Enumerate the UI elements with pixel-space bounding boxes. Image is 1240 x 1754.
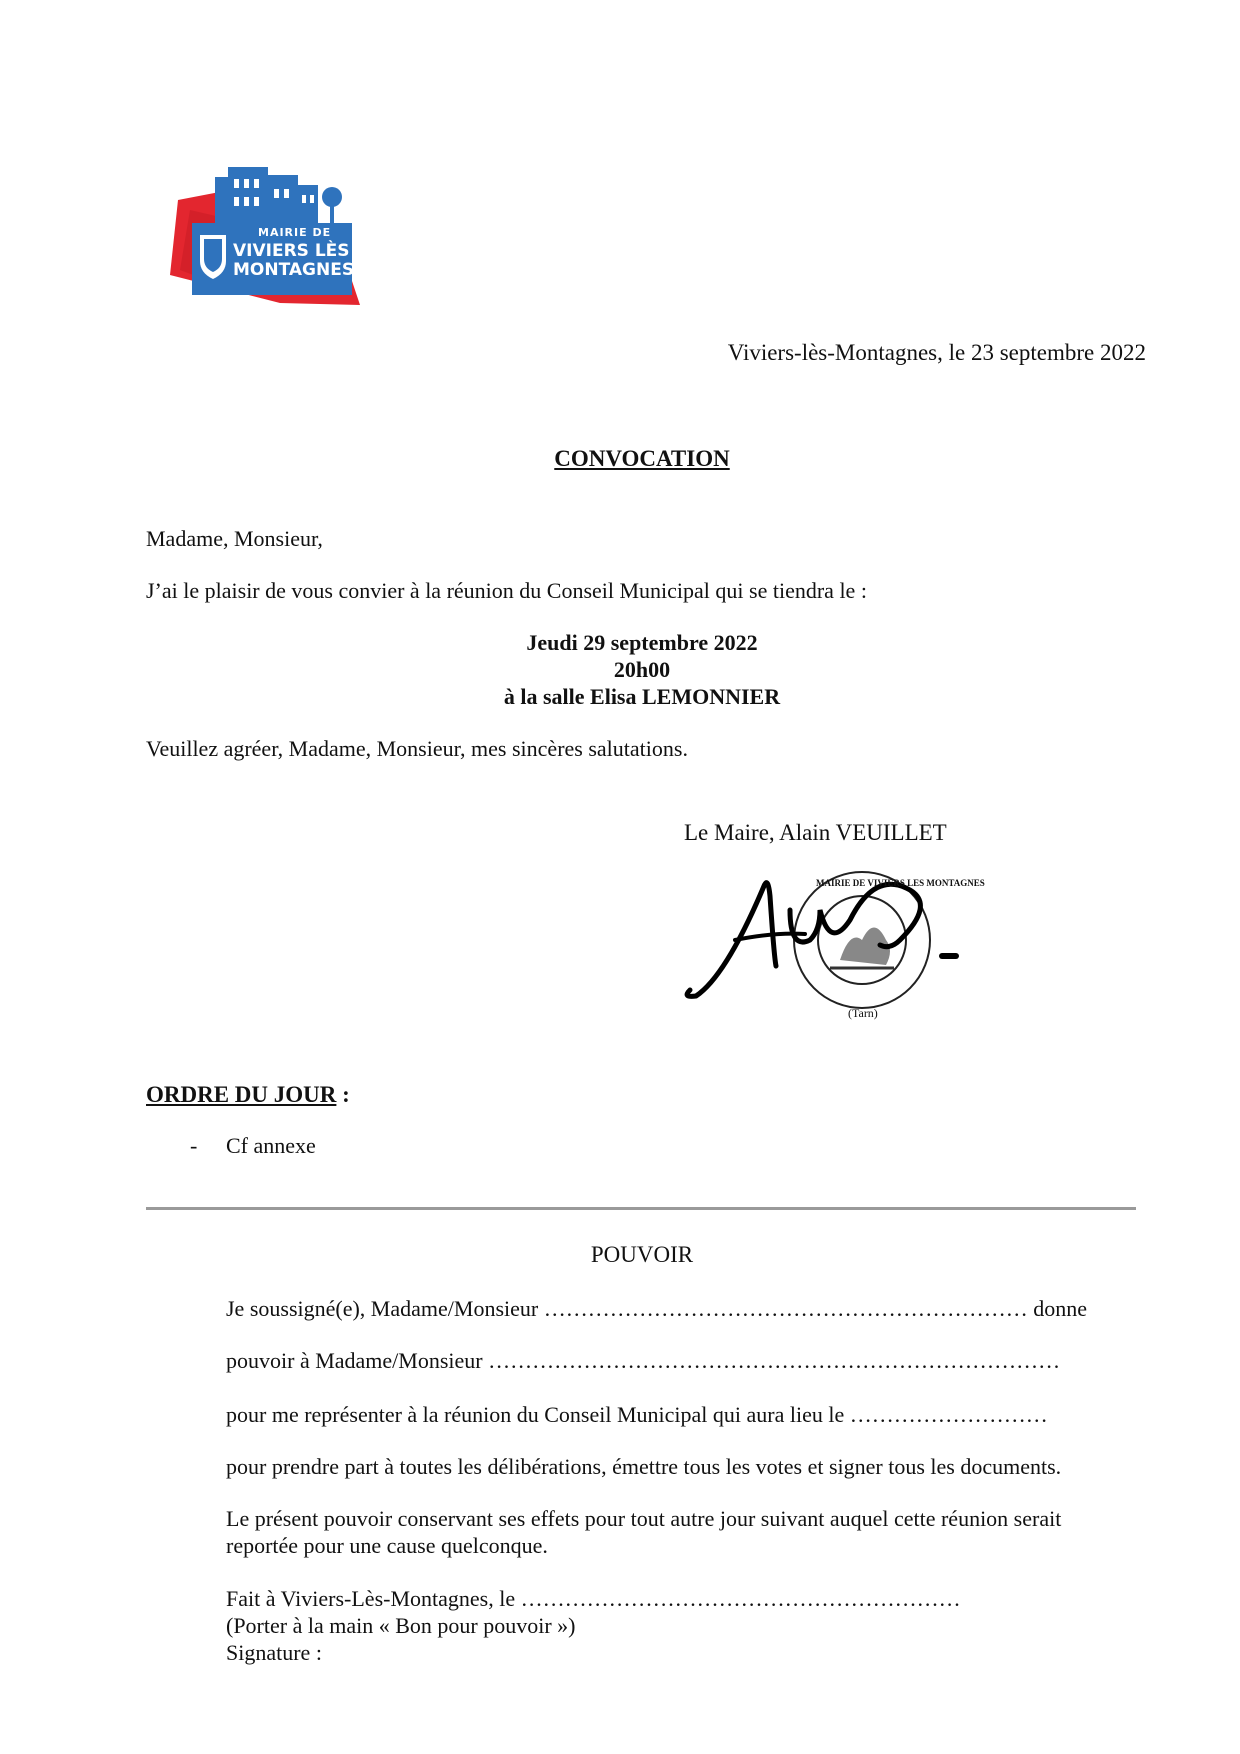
logo-text-montagnes: MONTAGNES bbox=[233, 260, 355, 280]
list-item-label: Cf annexe bbox=[226, 1133, 316, 1158]
pouvoir-line-5a: Le présent pouvoir conservant ses effets pour tout autre jour suivant auquel cette réunion serait bbox=[226, 1506, 1062, 1531]
pouvoir-line-5b: reportée pour une cause quelconque. bbox=[226, 1533, 548, 1558]
agenda-heading bbox=[146, 1082, 350, 1108]
signatory-name: Le Maire, Alain VEUILLET bbox=[684, 820, 947, 845]
intro-paragraph: J’ai le plaisir de vous convier à la réunion du Conseil Municipal qui se tiendra le : bbox=[146, 578, 867, 603]
agenda-heading-text: ORDRE DU JOUR bbox=[146, 1082, 337, 1107]
pouvoir-signature-label: Signature : bbox=[226, 1640, 322, 1665]
pouvoir-line-4: pour prendre part à toutes les délibérations, émettre tous les votes et signer tous les documents. bbox=[226, 1454, 1062, 1479]
pouvoir-line-3: pour me représenter à la réunion du Conseil Municipal qui aura lieu le ……………………… bbox=[226, 1402, 1048, 1427]
seal-ring-text: MAIRIE DE VIVIERS LES MONTAGNES bbox=[816, 878, 985, 888]
agenda-heading-suffix: : bbox=[336, 1082, 350, 1107]
pouvoir-title: POUVOIR bbox=[590, 1242, 694, 1267]
list-item bbox=[190, 1133, 316, 1159]
logo-text-viviers: VIVIERS LÈS bbox=[233, 241, 350, 261]
list-dash: - bbox=[190, 1133, 198, 1158]
meeting-time: 20h00 bbox=[613, 657, 671, 682]
meeting-place: à la salle Elisa LEMONNIER bbox=[503, 684, 781, 709]
seal-bottom-text: (Tarn) bbox=[848, 1006, 878, 1020]
mairie-logo bbox=[160, 165, 370, 315]
pouvoir-line-2: pouvoir à Madame/Monsieur …………………………………………………………………… bbox=[226, 1348, 1061, 1373]
logo-text-mairie: MAIRIE DE bbox=[258, 226, 332, 239]
salutation: Madame, Monsieur, bbox=[146, 526, 323, 551]
pouvoir-line-1: Je soussigné(e), Madame/Monsieur ………………………………………………………… donne bbox=[226, 1296, 1087, 1321]
pouvoir-line-6: Fait à Viviers-Lès-Montagnes, le …………………………………………………… bbox=[226, 1586, 961, 1611]
document-title: CONVOCATION bbox=[554, 446, 730, 471]
closing-paragraph: Veuillez agréer, Madame, Monsieur, mes sincères salutations. bbox=[146, 736, 688, 761]
meeting-day: Jeudi 29 septembre 2022 bbox=[526, 630, 758, 655]
pouvoir-line-7: (Porter à la main « Bon pour pouvoir ») bbox=[226, 1613, 576, 1638]
place-date: Viviers-lès-Montagnes, le 23 septembre 2022 bbox=[727, 340, 1146, 365]
section-divider bbox=[146, 1207, 1136, 1210]
mayor-seal-signature bbox=[680, 850, 990, 1030]
